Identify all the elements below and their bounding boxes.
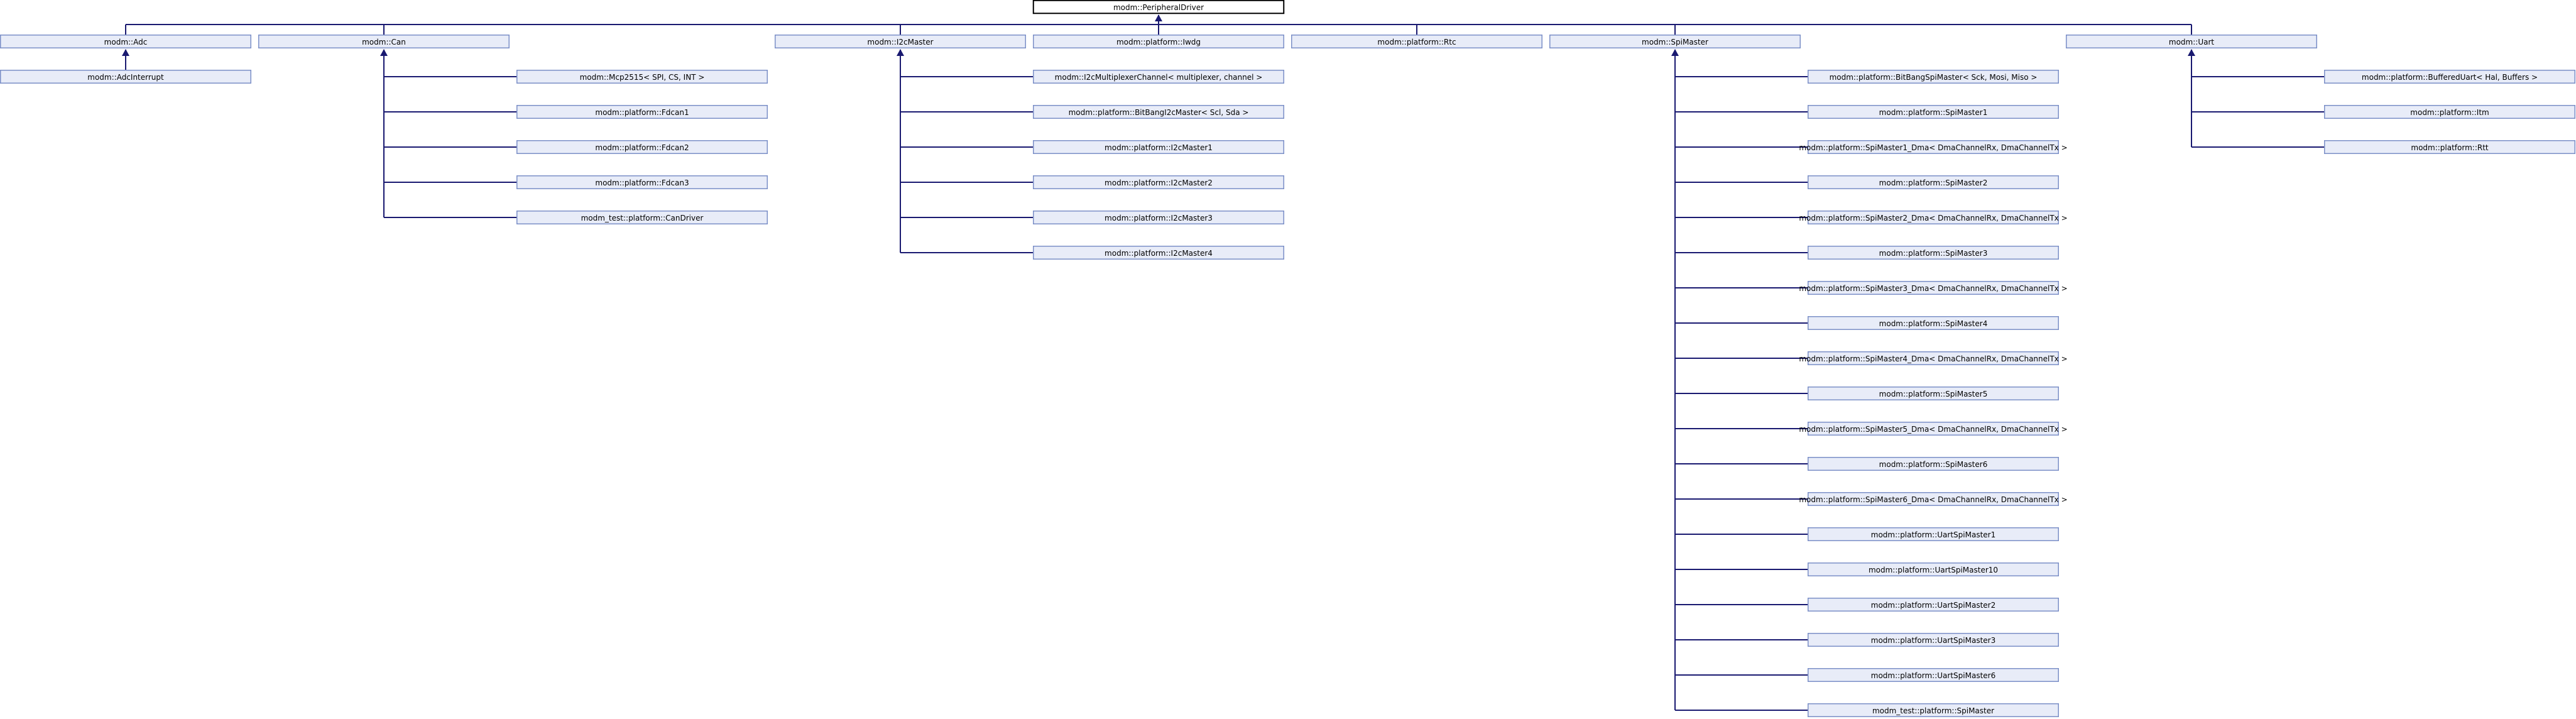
class-node-label: modm::SpiMaster (1642, 38, 1708, 47)
class-node-label: modm::platform::SpiMaster4 (1879, 319, 1988, 328)
class-node-label: modm::I2cMultiplexerChannel< multiplexer, channel > (1054, 73, 1263, 82)
class-node-label: modm::Can (362, 38, 406, 47)
class-node-modm-platform-bitbangi2cmaster-scl-sda[interactable] (1034, 106, 1284, 119)
class-node-label: modm_test::platform::SpiMaster (1872, 706, 1995, 715)
class-node-label: modm::I2cMaster (867, 38, 934, 47)
class-node-modm-platform-uartspimaster6[interactable] (1808, 669, 2059, 682)
class-node-modm-platform-spimaster3[interactable] (1808, 246, 2059, 260)
class-node-modm-platform-iwdg[interactable] (1034, 35, 1284, 48)
class-node-modm-platform-spimaster1-dma-dmachannelrx-dmachanneltx[interactable] (1799, 141, 2067, 154)
class-node-modm-platform-bitbangspimaster-sck-mosi-miso[interactable] (1808, 70, 2059, 84)
class-node-modm-platform-spimaster1[interactable] (1808, 106, 2059, 119)
class-node-label: modm::Adc (104, 38, 148, 47)
class-node-modm-platform-itm[interactable] (2325, 106, 2575, 119)
class-node-label: modm::platform::Fdcan1 (595, 108, 689, 117)
class-node-modm-platform-spimaster4-dma-dmachannelrx-dmachanneltx[interactable] (1799, 352, 2067, 365)
class-node-modm-platform-uartspimaster1[interactable] (1808, 528, 2059, 541)
root-arrow (1155, 14, 1162, 21)
class-node-label: modm::platform::UartSpiMaster1 (1870, 530, 1996, 539)
class-node-label: modm::platform::SpiMaster1_Dma< DmaChannelRx, DmaChannelTx > (1799, 143, 2068, 152)
class-node-label: modm::platform::UartSpiMaster2 (1870, 601, 1996, 610)
class-node-modm-adcinterrupt[interactable] (1, 70, 251, 84)
class-node-modm-peripheraldriver[interactable] (1034, 1, 1284, 14)
class-node-label: modm::platform::SpiMaster6 (1879, 460, 1988, 469)
class-node-modm-platform-spimaster6-dma-dmachannelrx-dmachanneltx[interactable] (1799, 493, 2067, 506)
class-node-label: modm::Mcp2515< SPI, CS, INT > (579, 73, 705, 82)
class-node-label: modm::platform::Iwdg (1116, 38, 1201, 47)
class-node-modm-uart[interactable] (2066, 35, 2317, 48)
class-node-modm-platform-spimaster3-dma-dmachannelrx-dmachanneltx[interactable] (1799, 282, 2067, 295)
class-node-modm-platform-rtt[interactable] (2325, 141, 2575, 154)
class-node-label: modm::platform::UartSpiMaster3 (1870, 636, 1996, 645)
class-node-label: modm::platform::I2cMaster1 (1105, 143, 1213, 152)
class-node-modm-platform-spimaster2[interactable] (1808, 176, 2059, 189)
class-node-modm-i2cmultiplexerchannel-multiplexer-channel[interactable] (1034, 70, 1284, 84)
class-node-label: modm::platform::Fdcan3 (595, 178, 689, 187)
class-node-label: modm::platform::I2cMaster3 (1105, 214, 1213, 222)
class-node-label: modm::platform::Rtc (1377, 38, 1456, 47)
class-node-modm-platform-uartspimaster2[interactable] (1808, 598, 2059, 612)
class-node-modm-platform-fdcan3[interactable] (517, 176, 768, 189)
class-node-label: modm::platform::BitBangSpiMaster< Sck, Mosi, Miso > (1829, 73, 2038, 82)
class-node-modm-platform-fdcan1[interactable] (517, 106, 768, 119)
class-node-modm-i2cmaster[interactable] (775, 35, 1026, 48)
class-node-label: modm::platform::SpiMaster2 (1879, 178, 1988, 187)
class-node-label: modm::platform::SpiMaster2_Dma< DmaChannelRx, DmaChannelTx > (1799, 214, 2068, 222)
class-node-label: modm::platform::BitBangI2cMaster< Scl, Sda > (1068, 108, 1249, 117)
class-node-label: modm::Uart (2168, 38, 2215, 47)
class-node-label: modm::platform::SpiMaster3 (1879, 249, 1988, 258)
class-node-modm-platform-uartspimaster10[interactable] (1808, 563, 2059, 576)
class-node-label: modm::platform::I2cMaster4 (1105, 249, 1213, 258)
class-node-modm-platform-i2cmaster3[interactable] (1034, 211, 1284, 224)
class-node-modm-platform-spimaster5-dma-dmachannelrx-dmachanneltx[interactable] (1799, 422, 2067, 436)
adc-arrow (122, 49, 129, 56)
class-node-modm-platform-spimaster5[interactable] (1808, 387, 2059, 400)
class-node-label: modm::platform::SpiMaster5_Dma< DmaChannelRx, DmaChannelTx > (1799, 425, 2068, 434)
class-node-label: modm::platform::SpiMaster4_Dma< DmaChannelRx, DmaChannelTx > (1799, 354, 2068, 363)
class-node-label: modm::platform::BufferedUart< Hal, Buffers > (2361, 73, 2538, 82)
class-node-label: modm::platform::I2cMaster2 (1105, 178, 1213, 187)
class-node-modm-platform-spimaster2-dma-dmachannelrx-dmachanneltx[interactable] (1799, 211, 2067, 224)
class-node-modm-platform-i2cmaster2[interactable] (1034, 176, 1284, 189)
arrow-modm-i2cmaster (897, 49, 904, 56)
class-node-modm-can[interactable] (259, 35, 510, 48)
class-node-label: modm_test::platform::CanDriver (581, 214, 704, 222)
class-node-label: modm::platform::Fdcan2 (595, 143, 689, 152)
class-node-modm-platform-spimaster4[interactable] (1808, 317, 2059, 330)
class-node-modm-platform-fdcan2[interactable] (517, 141, 768, 154)
class-node-label: modm::platform::UartSpiMaster10 (1868, 566, 1999, 574)
arrow-modm-spimaster (1671, 49, 1679, 56)
class-node-modm-platform-i2cmaster1[interactable] (1034, 141, 1284, 154)
class-node-label: modm::platform::Itm (2410, 108, 2489, 117)
nodes-layer (1, 1, 2575, 717)
arrow-modm-can (380, 49, 388, 56)
arrow-modm-uart (2188, 49, 2195, 56)
class-node-modm-platform-spimaster6[interactable] (1808, 458, 2059, 471)
class-node-modm-platform-rtc[interactable] (1292, 35, 1542, 48)
class-node-label: modm::platform::SpiMaster1 (1879, 108, 1988, 117)
class-node-modm-platform-uartspimaster3[interactable] (1808, 634, 2059, 647)
class-node-label: modm::platform::SpiMaster6_Dma< DmaChannelRx, DmaChannelTx > (1799, 495, 2068, 504)
class-node-label: modm::platform::SpiMaster3_Dma< DmaChannelRx, DmaChannelTx > (1799, 284, 2068, 293)
class-node-modm-test-platform-spimaster[interactable] (1808, 704, 2059, 717)
class-node-label: modm::PeripheralDriver (1113, 3, 1204, 12)
class-node-modm-platform-buffereduart-hal-buffers[interactable] (2325, 70, 2575, 84)
class-node-modm-test-platform-candriver[interactable] (517, 211, 768, 224)
class-node-label: modm::platform::SpiMaster5 (1879, 390, 1988, 398)
class-node-modm-adc[interactable] (1, 35, 251, 48)
class-node-modm-platform-i2cmaster4[interactable] (1034, 246, 1284, 260)
class-node-label: modm::AdcInterrupt (87, 73, 164, 82)
class-node-label: modm::platform::Rtt (2411, 143, 2489, 152)
class-node-modm-mcp2515-spi-cs-int[interactable] (517, 70, 768, 84)
class-node-modm-spimaster[interactable] (1550, 35, 1801, 48)
class-node-label: modm::platform::UartSpiMaster6 (1870, 671, 1996, 680)
